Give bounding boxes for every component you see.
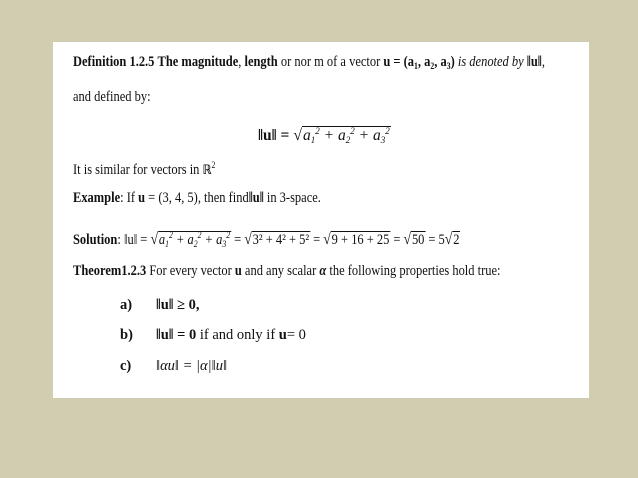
property-c bbox=[120, 357, 227, 375]
vector-u: u bbox=[383, 54, 391, 70]
solution-eq-2: = bbox=[313, 232, 321, 248]
definition-term-magnitude: The magnitude bbox=[157, 54, 239, 70]
definition-label: Definition 1.2.5 bbox=[73, 54, 155, 70]
definition-tail: , bbox=[541, 54, 545, 70]
theorem-label: Theorem1.2.3 bbox=[73, 263, 147, 279]
property-a-label: a) bbox=[120, 297, 133, 313]
solution-eq-1: = bbox=[234, 232, 242, 248]
property-b-tail: = 0 bbox=[286, 327, 306, 343]
formula-lhs: ‖u‖ = bbox=[258, 127, 290, 144]
example-norm: ‖u‖ bbox=[248, 190, 264, 206]
property-b bbox=[120, 326, 306, 344]
property-b-u: u bbox=[278, 327, 287, 343]
defined-by-text: and defined by: bbox=[73, 89, 151, 105]
example-text-1: : If bbox=[120, 190, 136, 206]
example-vector-u: u bbox=[138, 190, 146, 206]
theorem-text-1: For every vector bbox=[149, 263, 232, 279]
example-line bbox=[73, 189, 321, 207]
similar-line bbox=[73, 156, 215, 180]
theorem-text-2: and any scalar bbox=[244, 263, 317, 279]
example-text-2: = (3, 4, 5), then find bbox=[148, 190, 249, 206]
property-a-text: ‖u‖ ≥ 0, bbox=[156, 297, 200, 313]
sqrt-symbol: $√a_1^2 + a_2^2 + a_3^2$ bbox=[293, 126, 390, 145]
solution-sqrt-4: √50 bbox=[403, 231, 425, 248]
definition-tuple: = ($a_1$, $a_2$, $a_3$) bbox=[393, 54, 455, 71]
solution-eq-4: = bbox=[428, 232, 436, 248]
example-text-3: in 3-space. bbox=[266, 190, 321, 206]
definition-italic: is denoted by bbox=[457, 54, 524, 70]
solution-sqrt-5: √2 bbox=[444, 231, 460, 248]
definition-term-length: length bbox=[244, 54, 278, 70]
definition-line bbox=[73, 53, 545, 75]
solution-sqrt-3: √9 + 16 + 25 bbox=[323, 231, 390, 248]
solution-label: Solution bbox=[73, 232, 118, 248]
property-c-label: c) bbox=[120, 358, 132, 374]
definition-norm: ‖u‖ bbox=[526, 54, 542, 70]
solution-five: 5 bbox=[438, 232, 445, 248]
solution-lhs: : ‖u‖ = bbox=[117, 232, 148, 248]
property-b-text: ‖u‖ = 0 bbox=[156, 327, 197, 343]
example-label: Example bbox=[73, 190, 121, 206]
norm-formula bbox=[258, 122, 391, 149]
definition-text: or nor m of a vector bbox=[280, 54, 381, 70]
solution-line bbox=[73, 226, 460, 253]
real-exponent: 2 bbox=[211, 160, 216, 170]
real-numbers-symbol: ℝ bbox=[202, 163, 212, 178]
definition-comma: , bbox=[238, 54, 242, 70]
theorem-alpha: α bbox=[319, 263, 327, 279]
theorem-text-3: the following properties hold true: bbox=[329, 263, 501, 279]
property-b-label: b) bbox=[120, 327, 133, 343]
slide-page bbox=[53, 42, 589, 398]
similar-text: It is similar for vectors in bbox=[73, 162, 200, 178]
solution-sqrt-1: $√a_1^2 + a_2^2 + a_3^2$ bbox=[150, 230, 231, 249]
solution-eq-3: = bbox=[393, 232, 401, 248]
property-b-mid: if and only if bbox=[199, 327, 276, 343]
definition-line-2 bbox=[73, 88, 151, 106]
solution-sqrt-2: √3² + 4² + 5² bbox=[244, 231, 310, 248]
theorem-vector-u: u bbox=[234, 263, 242, 279]
property-a bbox=[120, 296, 200, 314]
property-c-text: ‖αu‖ = |α|‖u‖ bbox=[156, 358, 228, 374]
theorem-line bbox=[73, 262, 500, 280]
